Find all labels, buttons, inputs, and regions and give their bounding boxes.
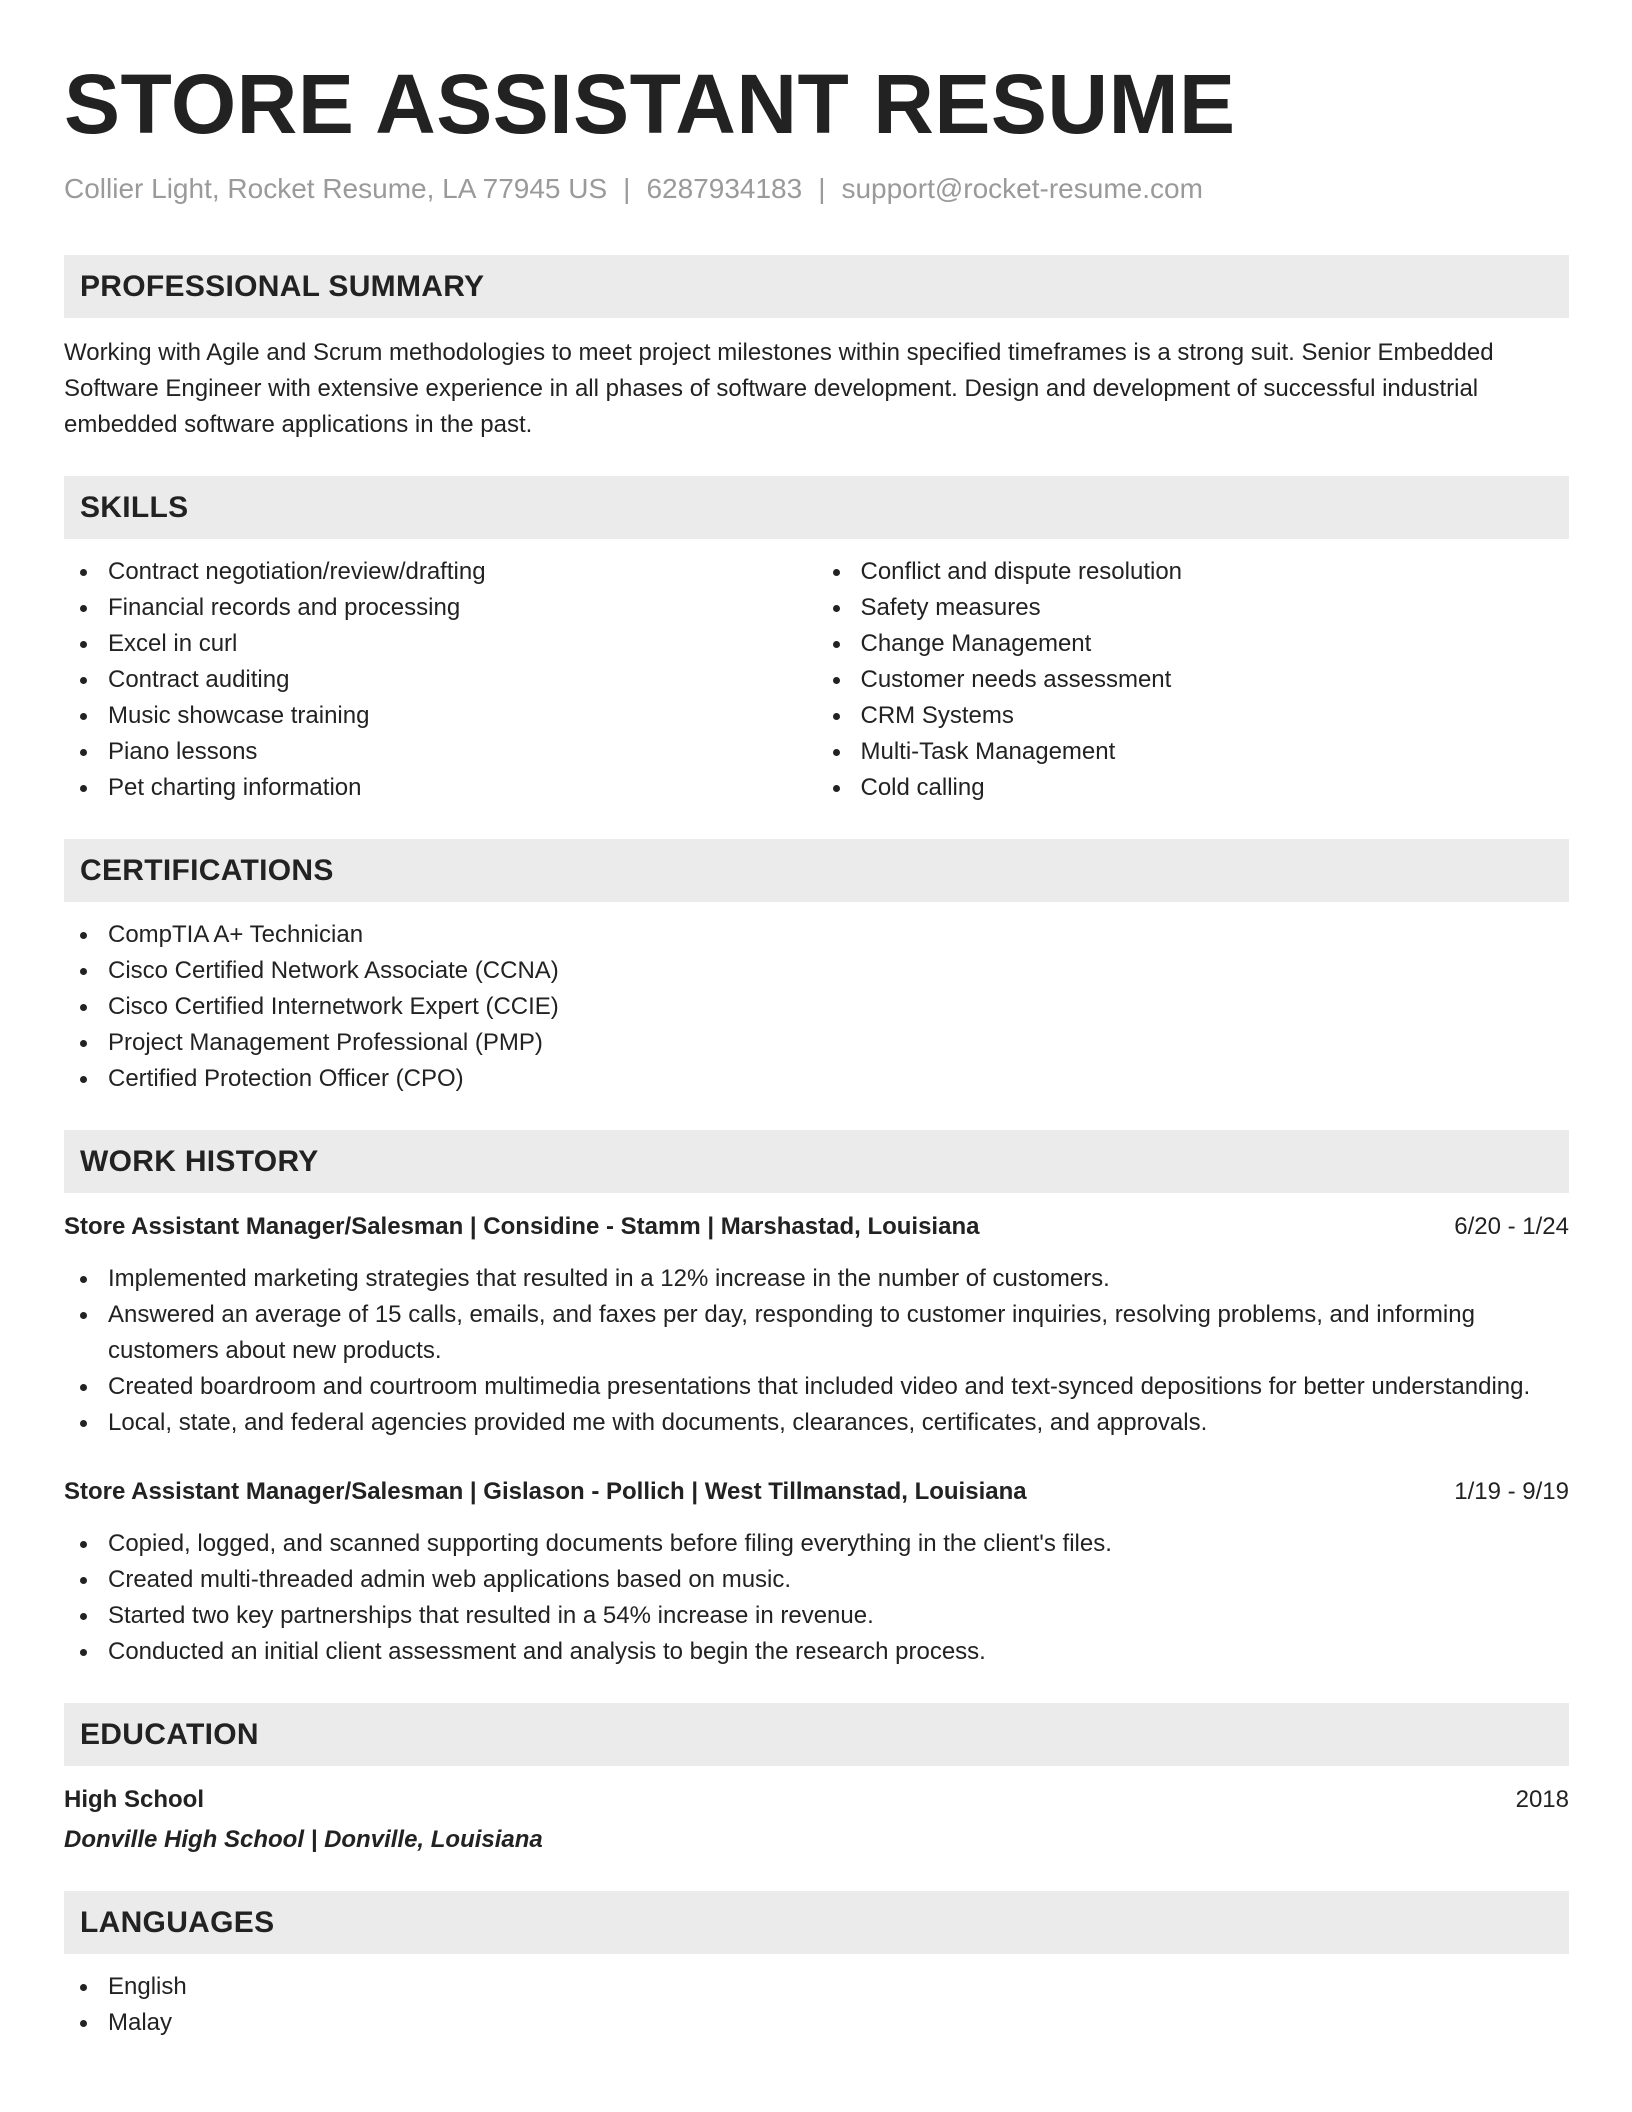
job-title: Store Assistant Manager/Salesman | Considine - Stamm | Marshastad, Louisiana	[64, 1213, 980, 1240]
job-bullet: Created boardroom and courtroom multimedia presentations that included video and text-synced depositions for better understanding.	[64, 1369, 1569, 1405]
contact-separator: |	[818, 173, 826, 204]
contact-separator: |	[623, 173, 631, 204]
job-bullet: Answered an average of 15 calls, emails, and faxes per day, responding to customer inquiries, resolving problems, and informing customers about new products.	[64, 1297, 1569, 1369]
job-bullets	[64, 1526, 1569, 1670]
section-heading-certifications: CERTIFICATIONS	[64, 839, 1569, 902]
certification-item: Cisco Certified Network Associate (CCNA)	[64, 953, 1569, 989]
resume-title: STORE ASSISTANT RESUME	[64, 57, 1236, 151]
skill-item: Customer needs assessment	[817, 662, 1570, 698]
skill-item: Financial records and processing	[64, 590, 817, 626]
section-heading-education: EDUCATION	[64, 1703, 1569, 1766]
section-heading-languages: LANGUAGES	[64, 1891, 1569, 1954]
education-school: Donville High School | Donville, Louisiana	[64, 1826, 543, 1853]
job-header	[64, 1209, 1569, 1245]
skill-item: Piano lessons	[64, 734, 817, 770]
job-dates: 1/19 - 9/19	[1454, 1478, 1569, 1505]
certification-item: Cisco Certified Internetwork Expert (CCIE)	[64, 989, 1569, 1025]
job-bullet: Local, state, and federal agencies provided me with documents, clearances, certificates, and approvals.	[64, 1405, 1569, 1441]
contact-line	[64, 172, 1569, 206]
skill-item: Change Management	[817, 626, 1570, 662]
job-bullet: Started two key partnerships that resulted in a 54% increase in revenue.	[64, 1598, 1569, 1634]
skills-grid	[64, 554, 1569, 806]
contact-address: Collier Light, Rocket Resume, LA 77945 US	[64, 173, 608, 204]
job-bullets	[64, 1261, 1569, 1441]
job-header	[64, 1474, 1569, 1510]
skill-item: Excel in curl	[64, 626, 817, 662]
skill-item: Contract auditing	[64, 662, 817, 698]
language-item: English	[64, 1969, 1569, 2005]
languages-list	[64, 1969, 1569, 2041]
contact-email: support@rocket-resume.com	[841, 173, 1203, 204]
certification-item: Certified Protection Officer (CPO)	[64, 1061, 1569, 1097]
summary-text: Working with Agile and Scrum methodologies to meet project milestones within specified timeframes is a strong suit. Senior Embedded Software Engineer with extensive experience in all phases of software development. Design and development of successful industrial embedded software applications in the past.	[64, 339, 1494, 438]
job-title: Store Assistant Manager/Salesman | Gislason - Pollich | West Tillmanstad, Louisiana	[64, 1478, 1027, 1505]
section-heading-work-history: WORK HISTORY	[64, 1130, 1569, 1193]
education-header	[64, 1782, 1569, 1818]
education-degree: High School	[64, 1786, 204, 1813]
education-entry	[64, 1782, 1569, 1858]
job-bullet: Implemented marketing strategies that resulted in a 12% increase in the number of customers.	[64, 1261, 1569, 1297]
skill-item: Conflict and dispute resolution	[817, 554, 1570, 590]
skill-item: Pet charting information	[64, 770, 817, 806]
skill-item: Contract negotiation/review/drafting	[64, 554, 817, 590]
skill-item: CRM Systems	[817, 698, 1570, 734]
skill-item: Multi-Task Management	[817, 734, 1570, 770]
section-heading-summary: PROFESSIONAL SUMMARY	[64, 255, 1569, 318]
certification-item: CompTIA A+ Technician	[64, 917, 1569, 953]
skills-column-left	[64, 554, 817, 806]
job-bullet: Conducted an initial client assessment and analysis to begin the research process.	[64, 1634, 1569, 1670]
job-bullet: Created multi-threaded admin web applications based on music.	[64, 1562, 1569, 1598]
skill-item: Cold calling	[817, 770, 1570, 806]
skills-column-right	[817, 554, 1570, 806]
job-bullet: Copied, logged, and scanned supporting documents before filing everything in the client's files.	[64, 1526, 1569, 1562]
education-year: 2018	[1515, 1786, 1569, 1813]
skill-item: Music showcase training	[64, 698, 817, 734]
job-entry	[64, 1474, 1569, 1670]
language-item: Malay	[64, 2005, 1569, 2041]
contact-phone: 6287934183	[646, 173, 803, 204]
skill-item: Safety measures	[817, 590, 1570, 626]
certifications-list	[64, 917, 1569, 1097]
section-heading-skills: SKILLS	[64, 476, 1569, 539]
job-dates: 6/20 - 1/24	[1454, 1213, 1569, 1240]
job-entry	[64, 1209, 1569, 1441]
certification-item: Project Management Professional (PMP)	[64, 1025, 1569, 1061]
